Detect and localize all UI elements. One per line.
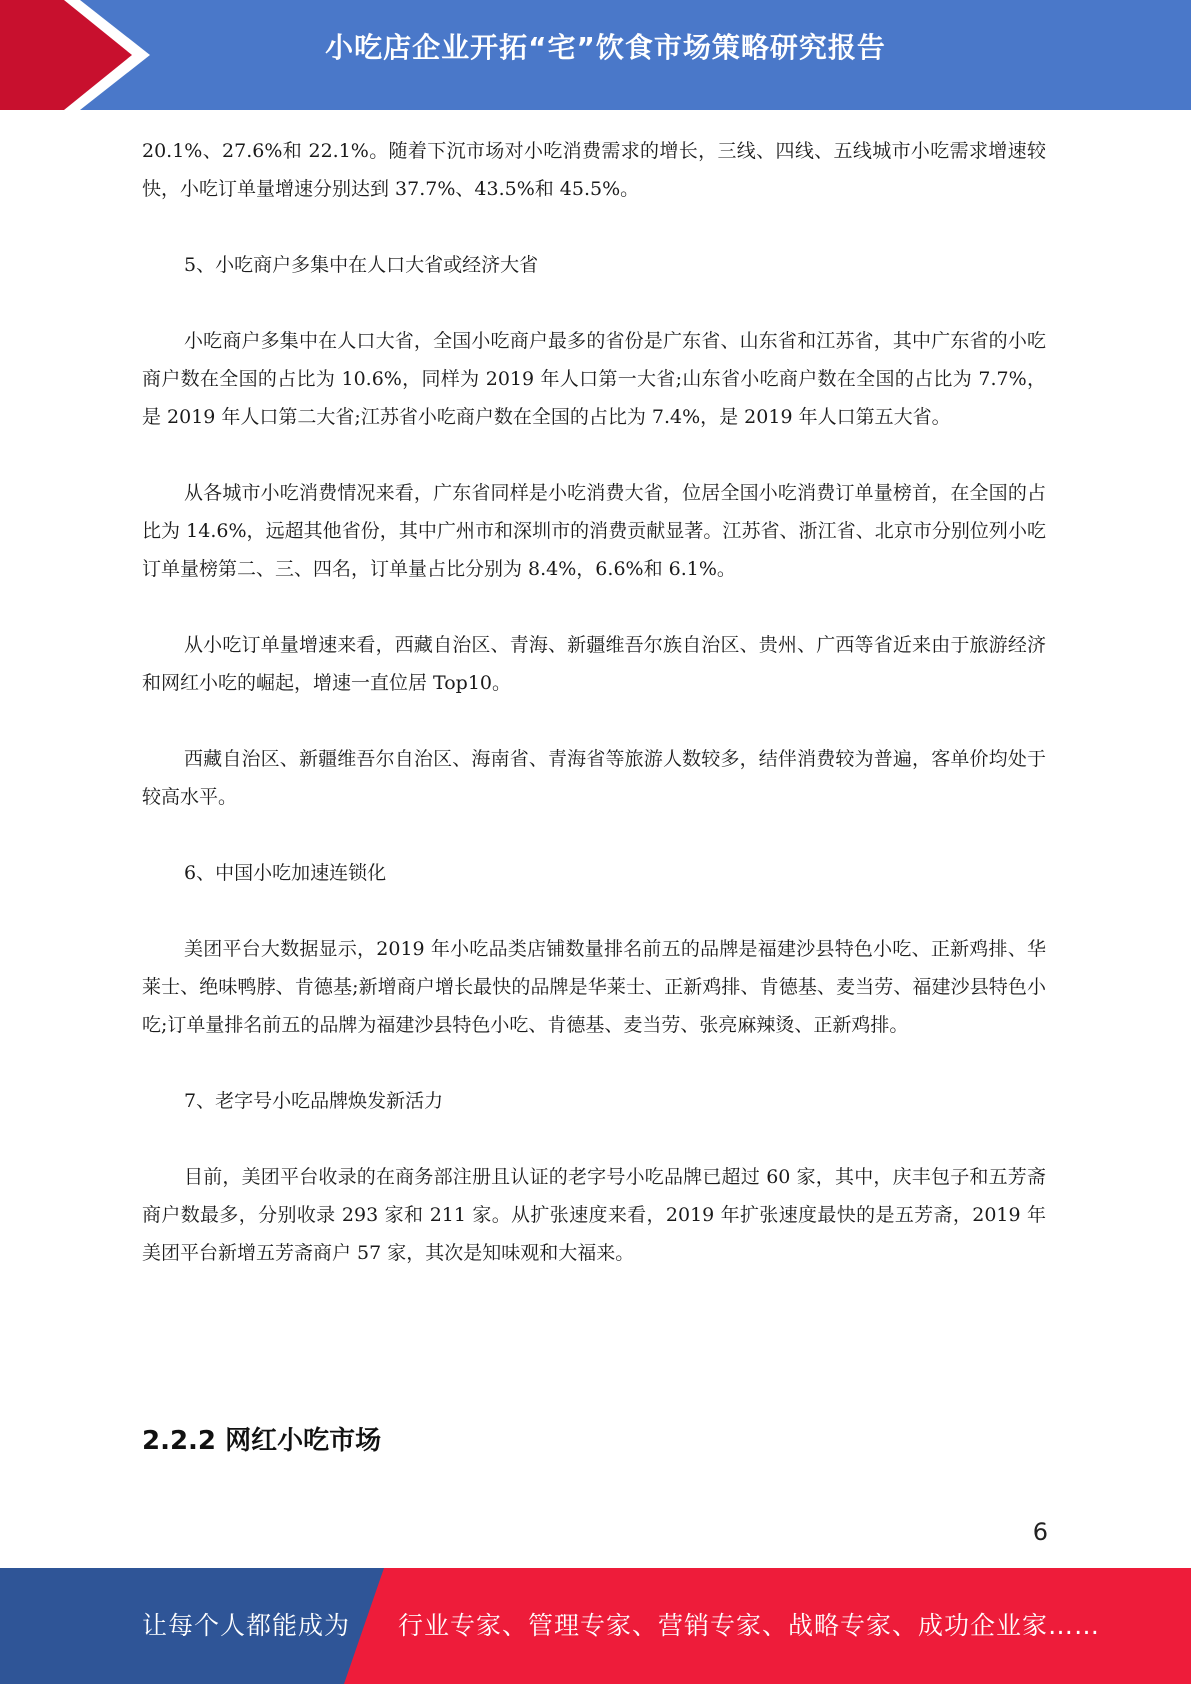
paragraph-tourism-spending: 西藏自治区、新疆维吾尔自治区、海南省、青海省等旅游人数较多，结伴消费较为普遍，客单价均处于较高水平。 — [142, 748, 1046, 808]
paragraph-continuation: 20.1%、27.6%和 22.1%。随着下沉市场对小吃消费需求的增长，三线、四线、五线城市小吃需求增速较快，小吃订单量增速分别达到 37.7%、43.5%和 45.5%。 — [142, 140, 1046, 200]
paragraph-heritage-brands: 目前，美团平台收录的在商务部注册且认证的老字号小吃品牌已超过 60 家，其中，庆丰包子和五芳斋商户数最多，分别收录 293 家和 211 家。从扩张速度来看，2019 年扩张速度最快的是五芳斋，2019 年美团平台新增五芳斋商户 57 家，其次是知味观和大福来。 — [142, 1166, 1046, 1264]
footer-slogan-left: 让每个人都能成为 — [142, 1611, 351, 1640]
document-title: 小吃店企业开拓“宅”饮食市场策略研究报告 — [325, 31, 886, 64]
document-body — [142, 132, 1046, 1310]
footer-slogan-right: 行业专家、管理专家、营销专家、战略专家、成功企业家…… — [398, 1611, 1101, 1640]
paragraph-city-consumption: 从各城市小吃消费情况来看，广东省同样是小吃消费大省，位居全国小吃消费订单量榜首，在全国的占比为 14.6%，远超其他省份，其中广州市和深圳市的消费贡献显著。江苏省、浙江省、北京市分别位列小吃订单量榜第二、三、四名，订单量占比分别为 8.4%，6.6%和 6.1%。 — [142, 482, 1046, 580]
header-arrow-accent — [0, 0, 180, 110]
paragraph-order-growth: 从小吃订单量增速来看，西藏自治区、青海、新疆维吾尔族自治区、贵州、广西等省近来由于旅游经济和网红小吃的崛起，增速一直位居 Top10。 — [142, 634, 1046, 694]
subsection-title: 2.2.2 网红小吃市场 — [142, 1426, 382, 1456]
page-number: 6 — [1032, 1518, 1048, 1546]
paragraph-merchant-provinces: 小吃商户多集中在人口大省，全国小吃商户最多的省份是广东省、山东省和江苏省，其中广东省的小吃商户数在全国的占比为 10.6%，同样为 2019 年人口第一大省;山东省小吃商户数在全国的占比为 7.7%，是 2019 年人口第二大省;江苏省小吃商户数在全国的占比为 7.4%，是 2019 年人口第五大省。 — [142, 330, 1046, 428]
section-heading-6: 6、中国小吃加速连锁化 — [184, 862, 387, 884]
section-heading-5: 5、小吃商户多集中在人口大省或经济大省 — [184, 254, 539, 276]
page-footer — [0, 1568, 1191, 1684]
paragraph-chain-brands: 美团平台大数据显示，2019 年小吃品类店铺数量排名前五的品牌是福建沙县特色小吃、正新鸡排、华莱士、绝味鸭脖、肯德基;新增商户增长最快的品牌是华莱士、正新鸡排、肯德基、麦当劳、福建沙县特色小吃;订单量排名前五的品牌为福建沙县特色小吃、肯德基、麦当劳、张亮麻辣烫、正新鸡排。 — [142, 938, 1046, 1036]
section-heading-7: 7、老字号小吃品牌焕发新活力 — [184, 1090, 444, 1112]
page-header — [0, 0, 1191, 110]
